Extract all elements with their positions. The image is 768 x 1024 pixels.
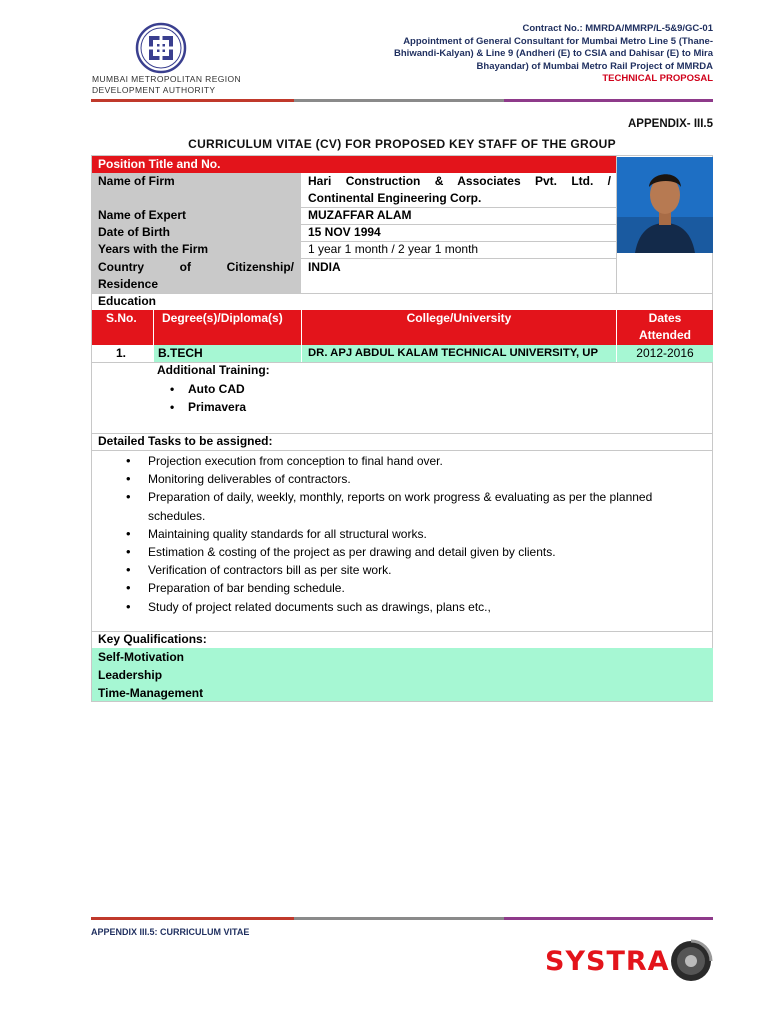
contract-line: Appointment of General Consultant for Mumbai Metro Line 5 (Thane- [403,35,713,47]
footer-text: APPENDIX III.5: CURRICULUM VITAE [91,927,250,937]
task-item: • Preparation of daily, weekly, monthly, reports on work progress & evaluating as per the planned schedules. [120,488,680,524]
qualifications-label: Key Qualifications: [98,632,207,646]
expert-label: Name of Expert [98,208,187,222]
expert-photo [617,157,713,253]
mmrda-logo [135,22,187,74]
task-item: • Projection execution from conception to final hand over. [120,452,680,470]
task-item: • Verification of contractors bill as per site work. [120,561,680,579]
additional-training-label: Additional Training: [157,363,270,377]
cv-title: CURRICULUM VITAE (CV) FOR PROPOSED KEY STAFF OF THE GROUP [188,137,616,151]
contract-line: Bhiwandi-Kalyan) & Line 9 (Andheri (E) to CSIA and Dahisar (E) to Mira [394,48,713,59]
footer-divider-gray [294,917,504,920]
contract-line: Contract No.: MMRDA/MMRP/L-5&9/GC-01 [522,23,713,34]
qualification-item: Time-Management [98,686,204,700]
contract-line: Bhayandar) of Mumbai Metro Rail Project of MMRDA [476,60,713,72]
firm-label: Name of Firm [98,174,175,188]
edu-dates: 2012-2016 [636,346,694,360]
profile-bottom-border [92,293,713,294]
footer-divider-purple [504,917,713,920]
residence-label: Residence [98,277,159,291]
appendix-label: APPENDIX- III.5 [628,118,713,130]
value-divider [301,258,616,259]
col-header-degree: Degree(s)/Diploma(s) [162,311,283,325]
qualification-item: Self-Motivation [98,650,184,664]
col-header-dates: Dates Attended [639,311,691,342]
position-title-value [301,156,616,173]
years-label: Years with the Firm [98,242,209,256]
qualification-item: Leadership [98,668,163,682]
tasks-label: Detailed Tasks to be assigned: [98,434,273,448]
task-item: • Estimation & costing of the project as per drawing and detail given by clients. [120,543,680,561]
technical-proposal-label: TECHNICAL PROPOSAL [602,73,713,84]
country-label: Country of Citizenship/ [98,260,294,274]
position-title-label: Position Title and No. [92,156,301,173]
task-item: • Monitoring deliverables of contractors. [120,470,680,488]
firm-value: Hari Construction & Associates Pvt. Ltd. / Continental Engineering Corp. [308,174,611,205]
years-value: 1 year 1 month / 2 year 1 month [308,242,479,256]
edu-degree: B.TECH [158,346,203,360]
header-divider-purple [504,99,713,102]
seal-icon [668,938,714,984]
col-header-sno: S.No. [106,311,137,325]
footer-divider-red [91,917,294,920]
education-label: Education [98,294,157,308]
tasks-list [120,452,680,616]
dob-value: 15 NOV 1994 [308,225,381,239]
organization-name: MUMBAI METROPOLITAN REGION DEVELOPMENT AUTHORITY [92,74,242,95]
task-item: • Study of project related documents such as drawings, plans etc., [120,598,680,616]
header-divider-red [91,99,294,102]
task-item: • Maintaining quality standards for all structural works. [120,525,680,543]
training-item: • Auto CAD [170,380,246,398]
edu-college: DR. APJ ABDUL KALAM TECHNICAL UNIVERSITY, UP [308,347,598,359]
training-item: • Primavera [170,398,246,416]
expert-value: MUZAFFAR ALAM [308,208,412,222]
row-border [92,450,713,451]
contract-header [313,23,713,86]
country-value: INDIA [308,260,341,274]
systra-logo: SYSTRA [545,946,670,977]
training-list [170,380,246,416]
task-item: • Preparation of bar bending schedule. [120,579,680,597]
edu-sno: 1. [116,346,127,360]
dob-label: Date of Birth [98,225,170,239]
col-header-college: College/University [406,311,512,325]
header-divider-gray [294,99,504,102]
